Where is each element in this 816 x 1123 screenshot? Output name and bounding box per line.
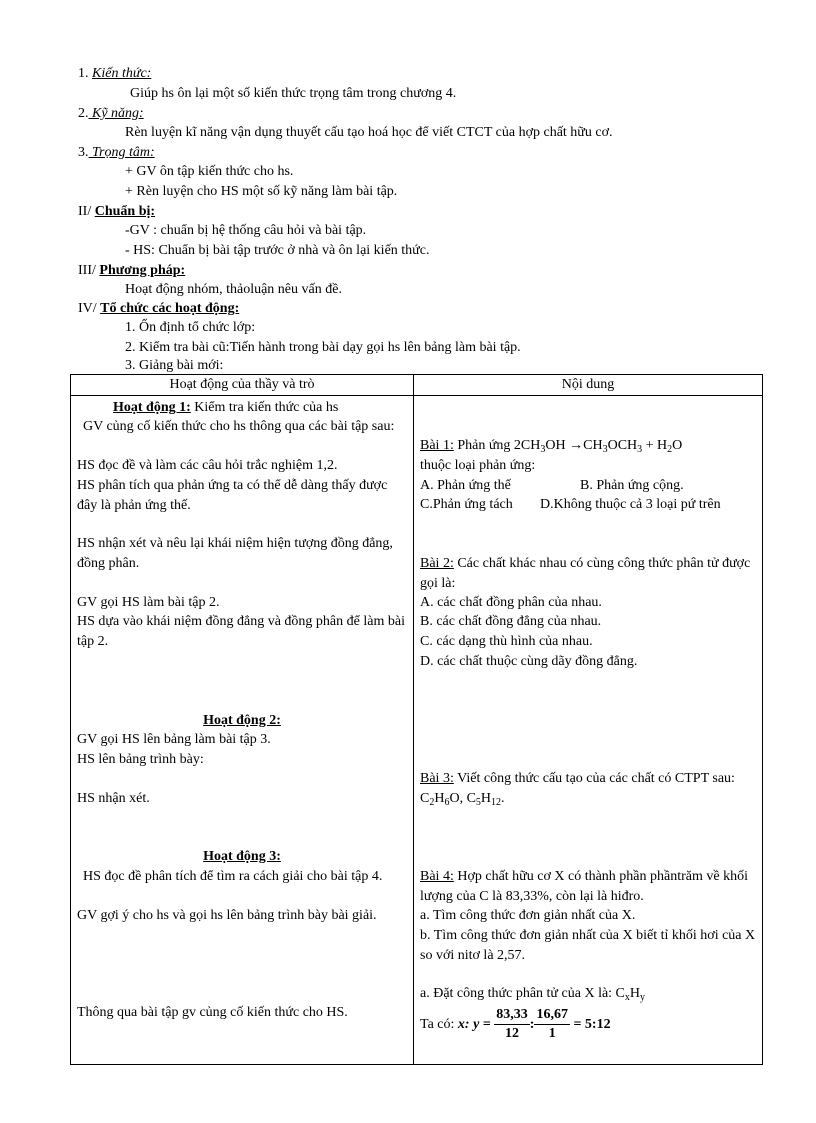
exercise-2-option-b: B. các chất đồng đẳng của nhau. [420,614,602,629]
fraction-1-numerator: 83,33 [494,1006,530,1025]
section-6-bullet-2: 2. Kiểm tra bài cũ:Tiến hành trong bài dạy gọi hs lên bảng làm bài tập. [125,340,521,355]
section-4-bullet-1: -GV : chuẩn bị hệ thống câu hỏi và bài tập. [125,223,367,238]
section-2-number: 2. [78,106,89,121]
activity-3-heading [77,847,407,867]
subscript: 12 [491,796,502,808]
activity-3-line-2: GV gợi ý cho hs và gọi hs lên bảng trình bày bài giải. [77,908,377,923]
activities-cell [71,396,414,1065]
exercise-1-option-a: A. Phản ứng thế [420,478,511,493]
section-1-number: 1. [78,66,92,81]
activity-1-line-3: HS phân tích qua phản ứng ta có thể dễ dàng thấy được đây là phản ứng thế. [77,478,388,513]
section-2 [78,105,144,123]
exercise-1-option-c: C.Phản ứng tách [420,497,513,512]
formula-part: CH [583,438,603,453]
section-3 [78,144,155,162]
section-5-title: Phương pháp: [99,263,186,278]
subscript: 3 [602,444,608,455]
exercise-1-option-d: D.Không thuộc cả 3 loại pứ trên [540,497,721,512]
exercise-1-question [420,436,756,456]
ratio-result: = 5:12 [573,1016,611,1032]
activity-2-line-2: HS lên bảng trình bày: [77,752,204,767]
activity-2-line-3: HS nhận xét. [77,791,150,806]
subscript: y [640,992,646,1003]
formula-part: H [629,986,641,1001]
activity-1-line-4: HS nhận xét và nêu lại khái niệm hiện tượng đồng đẳng, đồng phân. [77,536,393,571]
exercise-3-question [420,769,756,808]
subscript: x [624,992,630,1003]
exercise-3-text: Viết công thức cấu tạo của các chất có CTPT sau: C [420,771,735,806]
section-1-text: Giúp hs ôn lại một số kiến thức trọng tâm trong chương 4. [130,86,457,101]
section-3-bullet-1: + GV ôn tập kiến thức cho hs. [125,164,294,179]
formula-part: O, C [449,790,476,806]
subscript: 5 [475,796,481,808]
activity-1-line-6: HS dựa vào khái niệm đồng đẳng và đồng phân để làm bài tập 2. [77,614,405,649]
solution-line-1 [420,984,756,1004]
column-header-content: Nội dung [414,375,763,396]
activity-3-title: Hoạt động 3: [203,849,281,864]
section-5-number: III/ [78,263,100,278]
fraction-1-denominator: 12 [505,1026,520,1041]
content-cell [414,396,763,1065]
activity-3-line-1: HS đọc đề phân tích để tìm ra cách giải cho bài tập 4. [83,869,383,884]
exercise-4-label: Bài 4: [420,869,454,884]
fraction-1 [494,1006,530,1043]
formula-part: . [501,790,505,806]
subscript: 2 [667,444,673,455]
exercise-2-label: Bài 2: [420,556,454,571]
activity-1-line-1: GV củng cố kiến thức cho hs thông qua các bài tập sau: [83,419,395,434]
fraction-2-denominator: 1 [548,1026,556,1041]
activity-3-line-3: Thông qua bài tập gv củng cố kiến thức cho HS. [77,1005,348,1020]
formula-part: O [672,438,683,453]
exercise-4-part-a: a. Tìm công thức đơn giản nhất của X. [420,908,636,923]
exercise-1-label: Bài 1: [420,438,454,453]
exercise-4-part-b: b. Tìm công thức đơn giản nhất của X biết tỉ khối hơi của X so với nitơ là 2,57. [420,928,756,963]
formula-part: H [434,790,445,806]
section-5 [78,262,185,280]
section-4-title: Chuẩn bị: [94,204,156,219]
section-5-text: Hoạt động nhóm, thảoluận nêu vấn đề. [125,282,342,297]
activity-1-line-5: GV gọi HS làm bài tập 2. [77,595,220,610]
solution-taco: Ta có: [420,1016,458,1032]
solution-text: a. Đặt công thức phân tử của X là: C [420,986,625,1001]
lesson-table [70,374,763,1065]
section-1 [78,65,151,83]
exercise-2-option-c: C. các dạng thù hình của nhau. [420,634,593,649]
section-4-bullet-2: - HS: Chuẩn bị bài tập trước ở nhà và ôn lại kiến thức. [125,243,430,258]
exercise-1-option-b: B. Phản ứng cộng. [580,478,684,493]
arrow-icon: → [569,438,584,453]
exercise-1-line-2: thuộc loại phản ứng: [420,458,536,473]
activity-1-heading [77,398,407,418]
ratio-colon: : [529,1016,535,1032]
activity-2-heading [77,711,407,731]
section-1-title: Kiến thức: [92,66,152,81]
subscript: 3 [637,444,643,455]
fraction-2 [534,1006,570,1043]
exercise-1-options-cd [420,495,756,515]
section-6-number: IV/ [78,301,101,316]
activity-1-title-rest: Kiểm tra kiến thức của hs [190,400,339,415]
formula-part: H [480,790,492,806]
section-2-text: Rèn luyện kĩ năng vận dụng thuyết cấu tạo hoá học để viết CTCT của hợp chất hữu cơ. [125,125,613,140]
activity-2-line-1: GV gọi HS lên bảng làm bài tập 3. [77,732,271,747]
formula-part: + H [642,438,668,453]
section-3-number: 3. [78,145,89,160]
formula-part: OCH [607,438,638,453]
solution-equation [420,1006,756,1043]
section-2-title: Kỹ năng: [88,106,144,121]
section-6-title: Tổ chức các hoạt động: [100,301,240,316]
exercise-1-text: Phản ứng 2CH [453,438,541,453]
section-4-number: II/ [78,204,95,219]
fraction-2-numerator: 16,67 [534,1006,570,1025]
section-6 [78,300,239,318]
activity-2-title: Hoạt động 2: [203,713,281,728]
subscript: 3 [540,444,546,455]
exercise-2-question [420,554,756,593]
subscript: 6 [444,796,450,808]
section-6-bullet-1: 1. Ổn định tổ chức lớp: [125,320,256,335]
section-4 [78,203,155,221]
exercise-1-options-ab [420,476,756,496]
exercise-3-label: Bài 3: [420,771,454,786]
column-header-activities: Hoạt động của thầy và trò [71,375,414,396]
exercise-2-option-d: D. các chất thuộc cùng dãy đồng đẳng. [420,654,638,669]
exercise-4-question [420,867,756,906]
exercise-2-text: Các chất khác nhau có cùng công thức phân tử được gọi là: [420,556,751,591]
exercise-2-option-a: A. các chất đồng phân của nhau. [420,595,602,610]
section-3-title: Trọng tâm: [88,145,155,160]
activity-1-line-2: HS đọc đề và làm các câu hỏi trắc nghiệm 1,2. [77,458,338,473]
exercise-4-text: Hợp chất hữu cơ X có thành phần phầntrăm về khối lượng của C là 83,33%, còn lại là hiđro. [420,869,748,904]
section-6-bullet-3: 3. Giảng bài mới: [125,358,224,373]
section-3-bullet-2: + Rèn luyện cho HS một số kỹ năng làm bài tập. [125,184,398,199]
formula-part: OH [545,438,570,453]
ratio-xy: x: y = [457,1016,491,1032]
activity-1-title: Hoạt động 1: [113,400,191,415]
subscript: 2 [429,796,435,808]
